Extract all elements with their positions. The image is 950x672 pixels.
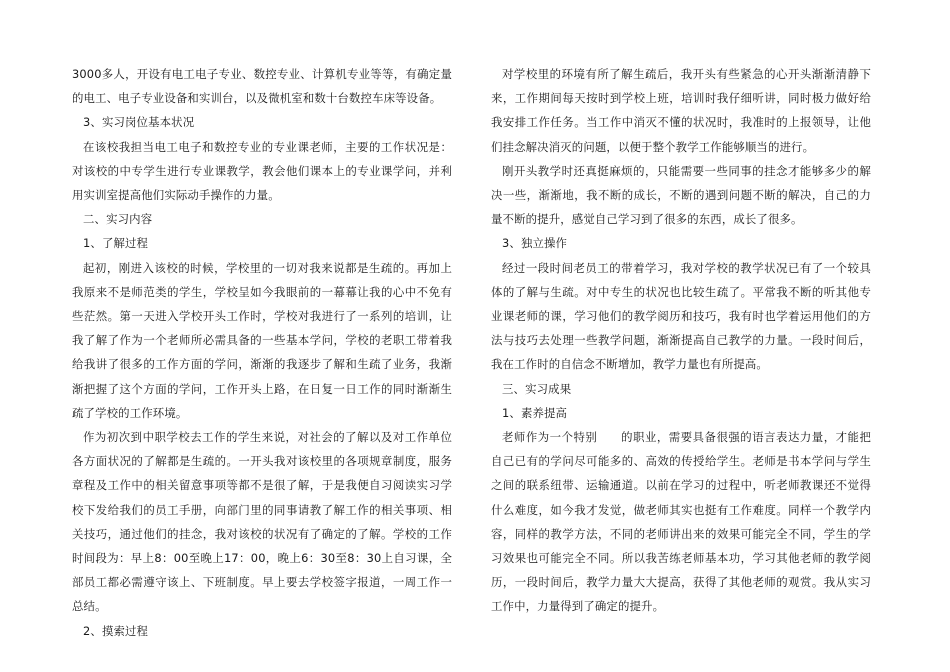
paragraph: 在该校我担当电工电子和数控专业的专业课老师，主要的工作状况是：对该校的中专学生进行专业课教学，教会他们课本上的专业课学问，并利用实训室提高他们实际动手操作的力量。 <box>72 139 452 203</box>
right-column <box>491 62 871 619</box>
section-heading: 3、实习岗位基本状况 <box>83 115 195 130</box>
left-column <box>72 62 452 643</box>
paragraph: 对学校里的环境有所了解生疏后，我开头有些紧急的心开头渐渐清静下来，工作期间每天按时到学校上班，培训时我仔细听讲，同时极力做好给我安排工作任务。当工作中消灭不懂的状况时，我准时的上报领导，让他们挂念解决消灭的问题，以便于整个教学工作能够顺当的进行。 <box>491 67 871 154</box>
section-heading: 1、素养提高 <box>502 405 568 420</box>
section-heading: 三、实习成果 <box>502 381 572 396</box>
paragraph: 刚开头教学时还真挺麻烦的，只能需要一些同事的挂念才能够多少的解决一些，渐渐地，我不断的成长，不断的遇到问题不断的解决，自己的力量不断的提升，感觉自己学习到了很多的东西，成长了很多。 <box>491 163 871 227</box>
section-heading: 3、独立操作 <box>502 236 568 251</box>
paragraph: 3000多人，开设有电工电子专业、数控专业、计算机专业等等，有确定量的电工、电子专业设备和实训台，以及微机室和数十台数控车床等设备。 <box>72 67 452 106</box>
paragraph: 老师作为一个特别 的职业，需要具备很强的语言表达力量，才能把自己已有的学问尽可能多的、高效的传授给学生。老师是书本学问与学生之间的联系纽带、运输通道。以前在学习的过程中，听老师教课还不觉得什么难度，如今我才发觉，做老师其实也挺有工作难度。同样一个教学内容，同样的教学方法，不同的老师讲出来的效果可能完全不同，学生的学习效果也可能完全不同。所以我苦练老师基本功，学习其他老师的教学阅历，一段时间后，教学力量大大提高，获得了其他老师的观赏。我从实习工作中，力量得到了确定的提升。 <box>491 430 871 614</box>
paragraph: 作为初次到中职学校去工作的学生来说，对社会的了解以及对工作单位各方面状况的了解都是生疏的。一开头我对该校里的各项规章制度，服务章程及工作中的相关留意事项等都不是很了解，于是我便自习阅读实习学校下发给我们的员工手册，向部门里的同事请教了解工作的相关事项、相关技巧，通过他们的挂念，我对该校的状况有了确定的了解。学校的工作时间段为：早上8：00至晚上17：00，晚上6：30至8：30上自习课，全部员工都必需遵守该上、下班制度。早上要去学校签字报道，一周工作一总结。 <box>72 430 452 614</box>
section-heading: 二、实习内容 <box>83 212 153 227</box>
section-heading: 1、了解过程 <box>83 236 149 251</box>
section-heading: 2、摸索过程 <box>83 623 149 638</box>
paragraph: 经过一段时间老员工的带着学习，我对学校的教学状况已有了一个较具体的了解与生疏。对中专生的状况也比较生疏了。平常我不断的听其他专业课老师的课，学习他们的教学阅历和技巧，我有时也学着运用他们的方法与技巧去处理一些教学问题，渐渐提高自己教学的力量。一段时间后，我在工作时的自信念不断增加，教学力量也有所提高。 <box>491 260 871 372</box>
paragraph: 起初，刚进入该校的时候，学校里的一切对我来说都是生疏的。再加上我原来不是师范类的学生，学校呈如今我眼前的一幕幕让我的心中不免有些茫然。第一天进入学校开头工作时，学校对我进行了一系列的培训，让我了解了作为一个老师所必需具备的一些基本学问，学校的老职工带着我给我讲了很多的工作方面的学问，渐渐的我逐步了解和生疏了业务，我渐渐把握了这个方面的学问，工作开头上路，在日复一日工作的同时渐渐生疏了学校的工作环境。 <box>72 260 452 420</box>
